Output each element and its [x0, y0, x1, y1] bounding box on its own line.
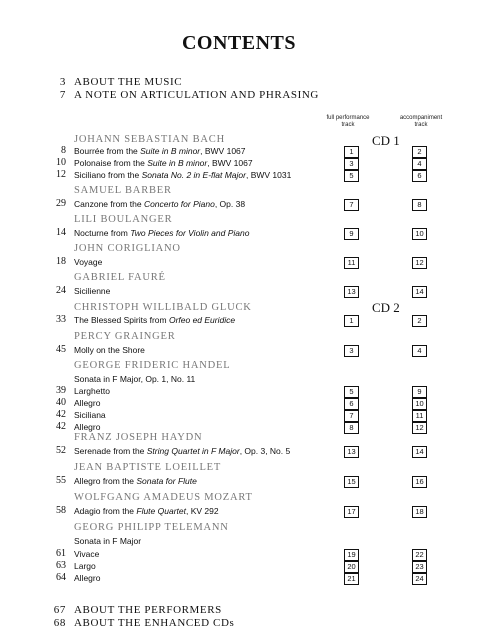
toc-entry: ABOUT THE MUSIC: [74, 76, 183, 88]
piece-page-number: 42: [56, 421, 66, 432]
piece-title-text: Adagio from the: [74, 506, 137, 516]
piece-title: [74, 199, 245, 209]
piece-title: [74, 549, 99, 559]
cd-label: CD 1: [372, 133, 400, 148]
accompaniment-track-box: 16: [412, 476, 427, 488]
piece-title: [74, 476, 197, 486]
header-line: track: [414, 122, 428, 128]
toc-page-number: 68: [53, 617, 66, 629]
piece-title-text: Siciliano from the: [74, 170, 142, 180]
piece-title-suffix: , Op. 3, No. 5: [239, 446, 291, 456]
piece-page-number: 42: [56, 409, 66, 420]
page-title: CONTENTS: [181, 32, 297, 54]
piece-page-number: 29: [56, 198, 66, 209]
piece-title-text: Canzone from the: [74, 199, 144, 209]
full-performance-track-box: 11: [344, 257, 359, 269]
accompaniment-track-box: 10: [412, 398, 427, 410]
full-performance-track-box: 5: [344, 386, 359, 398]
toc-page-number: 67: [53, 604, 66, 616]
piece-title-text: Allegro from the: [74, 476, 137, 486]
piece-title-italic: Suite in B minor: [140, 146, 201, 156]
composer-name: CHRISTOPH WILLIBALD GLUCK: [74, 302, 252, 313]
accompaniment-header: [392, 115, 450, 129]
piece-title-italic: Orfeo ed Euridice: [168, 315, 236, 325]
full-performance-track-box: 3: [344, 158, 359, 170]
piece-title: [74, 506, 219, 516]
toc-entry: A NOTE ON ARTICULATION AND PHRASING: [74, 89, 319, 101]
piece-page-number: 8: [61, 145, 66, 156]
piece-title-suffix: , BWV 1067: [200, 146, 246, 156]
piece-title-text: Voyage: [74, 257, 103, 267]
full-performance-track-box: 6: [344, 398, 359, 410]
piece-title-text: Nocturne from: [74, 228, 131, 238]
composer-name: LILI BOULANGER: [74, 214, 173, 225]
piece-page-number: 12: [56, 169, 66, 180]
piece-title: [74, 345, 145, 355]
piece-title-italic: Concerto for Piano: [143, 199, 215, 209]
header-line: full performance: [326, 115, 370, 121]
piece-title: [74, 422, 100, 432]
piece-title: [74, 446, 290, 456]
piece-title: [74, 315, 235, 325]
piece-title: [74, 374, 195, 384]
piece-page-number: 61: [56, 548, 66, 559]
piece-title-text: Largo: [74, 561, 96, 571]
piece-title: [74, 410, 106, 420]
composer-name: JOHANN SEBASTIAN BACH: [74, 134, 225, 145]
piece-title: [74, 398, 100, 408]
piece-title: [74, 536, 141, 546]
full-performance-header: [320, 115, 376, 129]
piece-title-suffix: , Op. 38: [214, 199, 246, 209]
accompaniment-track-box: 24: [412, 573, 427, 585]
piece-title-text: Bourrée from the: [74, 146, 141, 156]
full-performance-track-box: 1: [344, 315, 359, 327]
piece-title-italic: Two Pieces for Violin and Piano: [130, 228, 250, 238]
accompaniment-track-box: 11: [412, 410, 427, 422]
full-performance-track-box: 17: [344, 506, 359, 518]
piece-page-number: 40: [56, 397, 66, 408]
full-performance-track-box: 20: [344, 561, 359, 573]
piece-title: [74, 146, 246, 156]
full-performance-track-box: 13: [344, 286, 359, 298]
piece-title-text: Allegro: [74, 573, 101, 583]
piece-title: [74, 257, 102, 267]
accompaniment-track-box: 4: [412, 345, 427, 357]
toc-entry: ABOUT THE PERFORMERS: [74, 604, 222, 616]
composer-name: GABRIEL FAURÉ: [74, 272, 166, 283]
accompaniment-track-box: 6: [412, 170, 427, 182]
accompaniment-track-box: 2: [412, 315, 427, 327]
piece-page-number: 14: [56, 227, 66, 238]
piece-title-text: Sicilienne: [74, 286, 111, 296]
piece-title-text: Allegro: [74, 398, 101, 408]
full-performance-track-box: 7: [344, 199, 359, 211]
cd-label: CD 2: [372, 300, 400, 315]
piece-title-text: The Blessed Spirits from: [74, 315, 169, 325]
composer-name: FRANZ JOSEPH HAYDN: [74, 432, 203, 443]
piece-page-number: 39: [56, 385, 66, 396]
piece-title: [74, 228, 249, 238]
toc-page-number: 7: [59, 89, 66, 101]
piece-title-text: Larghetto: [74, 386, 110, 396]
piece-page-number: 24: [56, 285, 66, 296]
full-performance-track-box: 13: [344, 446, 359, 458]
piece-title-suffix: , BWV 1031: [245, 170, 292, 180]
full-performance-track-box: 21: [344, 573, 359, 585]
accompaniment-track-box: 14: [412, 286, 427, 298]
accompaniment-track-box: 14: [412, 446, 427, 458]
accompaniment-track-box: 8: [412, 199, 427, 211]
composer-name: PERCY GRAINGER: [74, 331, 176, 342]
accompaniment-track-box: 23: [412, 561, 427, 573]
piece-title-suffix: , KV 292: [185, 506, 219, 516]
accompaniment-track-box: 9: [412, 386, 427, 398]
full-performance-track-box: 1: [344, 146, 359, 158]
header-line: track: [341, 122, 355, 128]
full-performance-track-box: 3: [344, 345, 359, 357]
piece-page-number: 18: [56, 256, 66, 267]
piece-title: [74, 561, 96, 571]
accompaniment-track-box: 2: [412, 146, 427, 158]
accompaniment-track-box: 12: [412, 257, 427, 269]
piece-title-text: Siciliana: [74, 410, 106, 420]
composer-name: JOHN CORIGLIANO: [74, 243, 181, 254]
toc-page-number: 3: [59, 76, 66, 88]
accompaniment-track-box: 22: [412, 549, 427, 561]
composer-name: GEORG PHILIPP TELEMANN: [74, 522, 229, 533]
piece-page-number: 64: [56, 572, 66, 583]
piece-title: [74, 286, 110, 296]
full-performance-track-box: 7: [344, 410, 359, 422]
piece-title-text: Serenade from the: [74, 446, 147, 456]
piece-page-number: 55: [56, 475, 66, 486]
header-line: accompaniment: [399, 115, 443, 121]
piece-title-suffix: , BWV 1067: [207, 158, 253, 168]
composer-name: WOLFGANG AMADEUS MOZART: [74, 492, 253, 503]
accompaniment-track-box: 18: [412, 506, 427, 518]
piece-page-number: 58: [56, 505, 66, 516]
full-performance-track-box: 5: [344, 170, 359, 182]
full-performance-track-box: 15: [344, 476, 359, 488]
full-performance-track-box: 19: [344, 549, 359, 561]
piece-title-text: Sonata in F Major, Op. 1, No. 11: [74, 374, 196, 384]
composer-name: GEORGE FRIDERIC HANDEL: [74, 360, 231, 371]
accompaniment-track-box: 12: [412, 422, 427, 434]
piece-title: [74, 573, 100, 583]
piece-title: [74, 386, 110, 396]
piece-page-number: 33: [56, 314, 66, 325]
piece-title-italic: Suite in B minor: [147, 158, 208, 168]
piece-title-text: Molly on the Shore: [74, 345, 145, 355]
piece-title-text: Sonata in F Major: [74, 536, 142, 546]
full-performance-track-box: 9: [344, 228, 359, 240]
full-performance-track-box: 8: [344, 422, 359, 434]
composer-name: SAMUEL BARBER: [74, 185, 172, 196]
piece-page-number: 10: [56, 157, 66, 168]
toc-entry: ABOUT THE ENHANCED CDs: [74, 617, 235, 629]
composer-name: JEAN BAPTISTE LOEILLET: [74, 462, 222, 473]
piece-title-text: Polonaise from the: [74, 158, 148, 168]
piece-title: [74, 158, 253, 168]
piece-page-number: 52: [56, 445, 66, 456]
piece-page-number: 45: [56, 344, 66, 355]
accompaniment-track-box: 4: [412, 158, 427, 170]
piece-title-italic: Flute Quartet: [136, 506, 186, 516]
piece-title: [74, 170, 291, 180]
piece-title-text: Vivace: [74, 549, 100, 559]
piece-title-italic: Sonata for Flute: [136, 476, 197, 486]
piece-title-text: Allegro: [74, 422, 101, 432]
piece-title-italic: Sonata No. 2 in E-flat Major: [141, 170, 246, 180]
piece-title-italic: String Quartet in F Major: [146, 446, 240, 456]
piece-page-number: 63: [56, 560, 66, 571]
accompaniment-track-box: 10: [412, 228, 427, 240]
